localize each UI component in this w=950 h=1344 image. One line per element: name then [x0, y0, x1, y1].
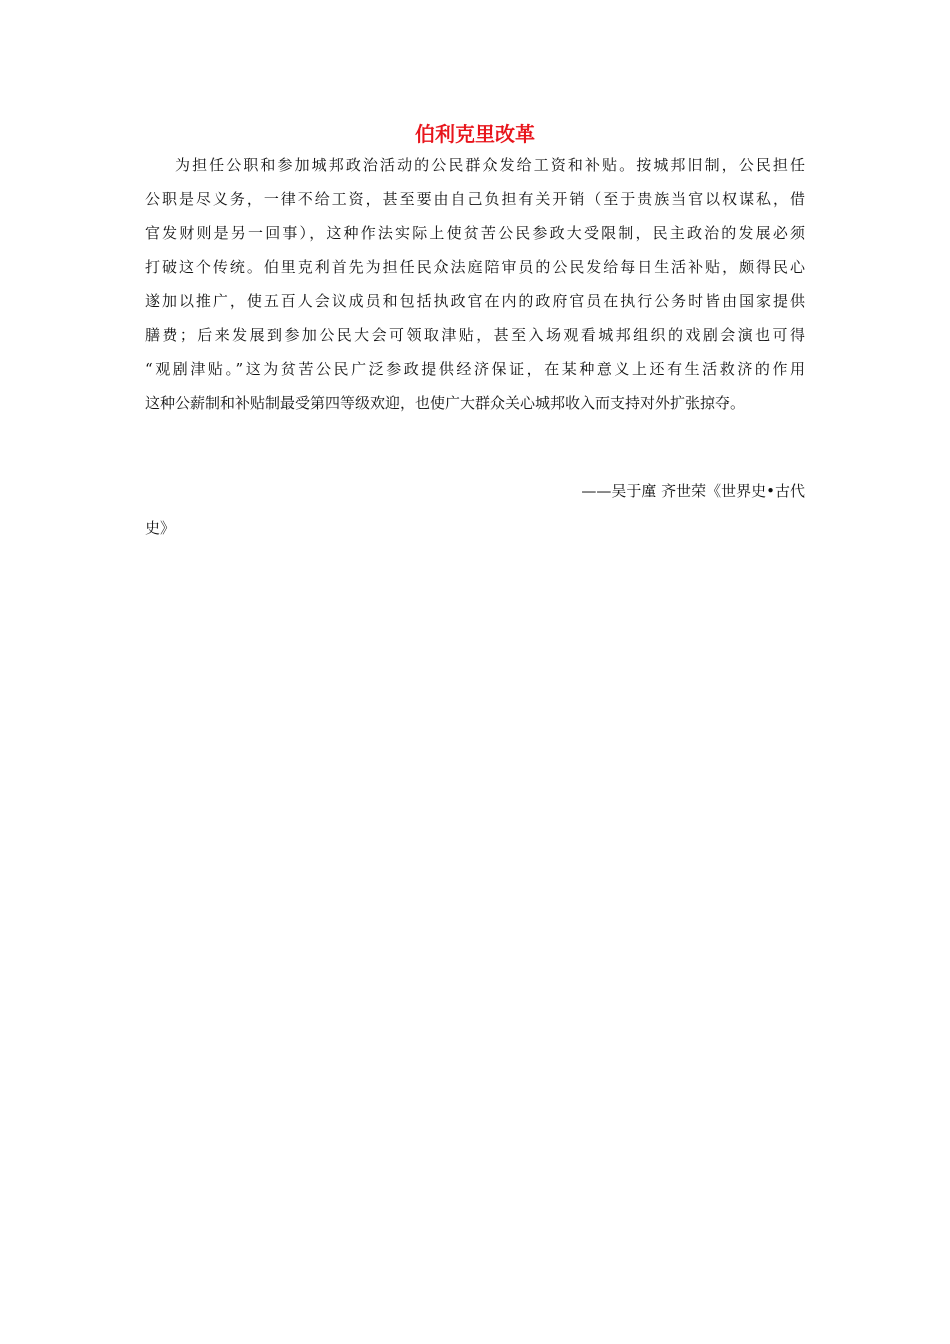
text-line-7: “观剧津贴。”这为贫苦公民广泛参政提供经济保证，在某种意义上还有生活救济的作用: [145, 360, 805, 378]
source-citation-line-1: ——吴于廑 齐世荣《世界史•古代: [581, 482, 805, 500]
text-line-8: 这种公薪制和补贴制最受第四等级欢迎，也使广大群众关心城邦收入而支持对外扩张掠夺。: [145, 394, 746, 412]
document-title: 伯利克里改革: [415, 122, 535, 146]
source-citation: [145, 474, 805, 537]
text-line-2: 公职是尽义务，一律不给工资，甚至要由自己负担有关开销（至于贵族当官以权谋私，借: [145, 190, 805, 208]
text-line-6: 膳费；后来发展到参加公民大会可领取津贴，甚至入场观看城邦组织的戏剧会演也可得: [145, 326, 805, 344]
body-paragraph: [145, 148, 805, 420]
text-line-5: 遂加以推广，使五百人会议成员和包括执政官在内的政府官员在执行公务时皆由国家提供: [145, 292, 805, 310]
text-line-1: 为担任公职和参加城邦政治活动的公民群众发给工资和补贴。按城邦旧制，公民担任: [175, 156, 805, 174]
text-line-4: 打破这个传统。伯里克利首先为担任民众法庭陪审员的公民发给每日生活补贴，颇得民心: [145, 258, 805, 276]
source-citation-line-2: 史》: [145, 519, 176, 537]
text-line-3: 官发财则是另一回事），这种作法实际上使贫苦公民参政大受限制，民主政治的发展必须: [145, 224, 805, 242]
